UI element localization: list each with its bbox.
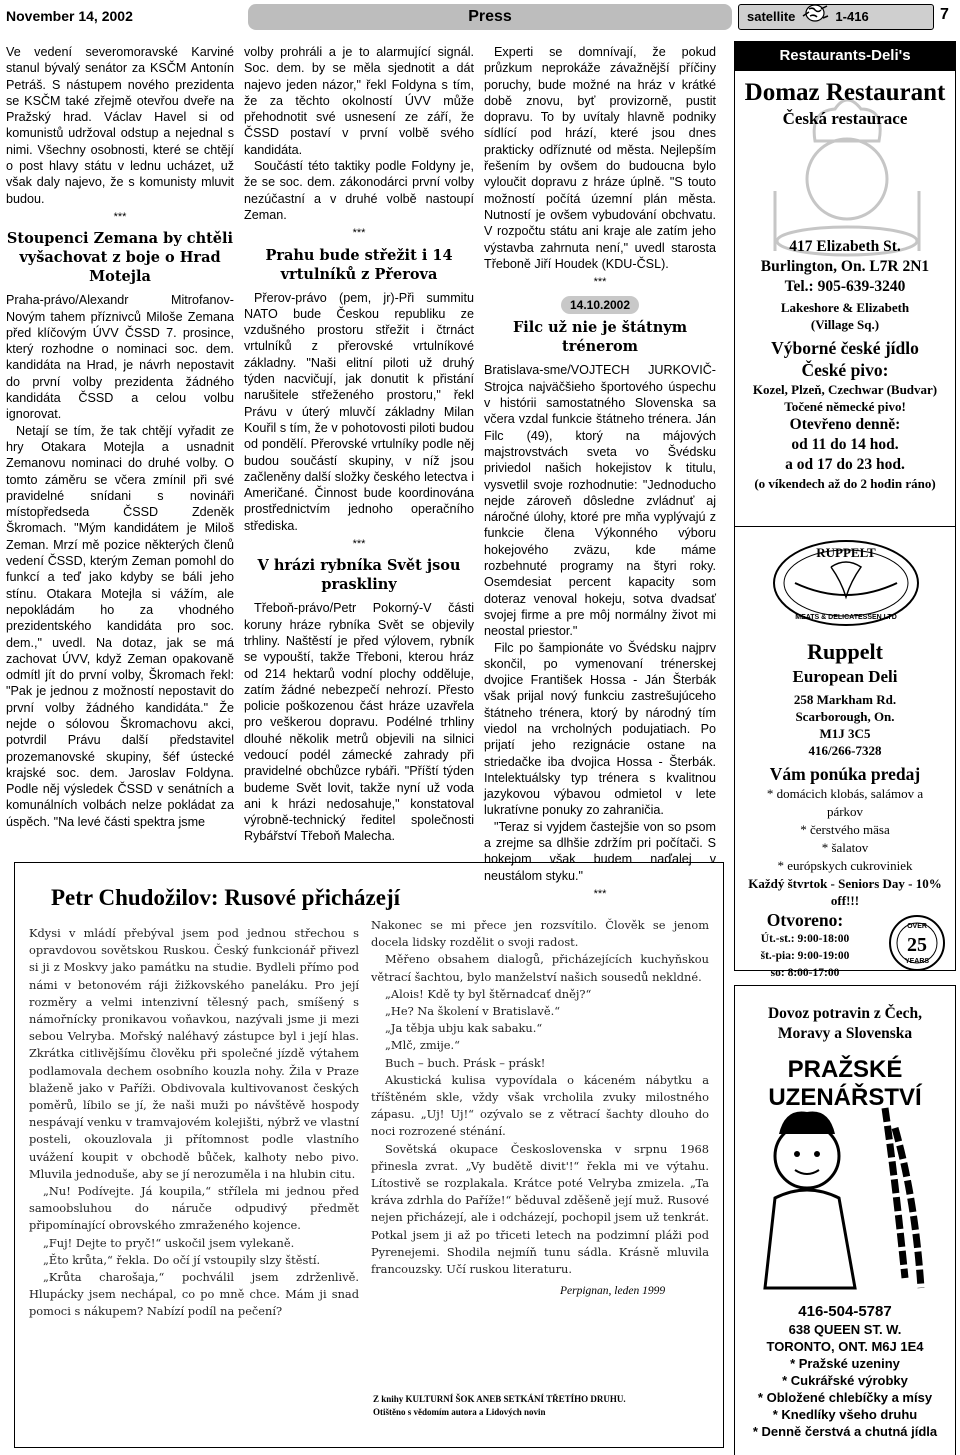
product-item: * Knedlíky všeho druhu xyxy=(772,1407,918,1422)
feature-paragraph: „Krůta charošaja,“ pochválil jsem zdrženlivě. Hlupácky jsem nechápal, co po mně chce. Mám ji snad pomoci s nákupem? Nabízí podíl na pečení? xyxy=(29,1270,359,1319)
shop-name: UZENÁŘSTVÍ xyxy=(768,1084,922,1111)
separator: *** xyxy=(593,887,607,900)
feature-paragraph: Akustická kulisa vypovídala o káceném nábytku a tříštěném skle, vždy však vrcholila zvuky milostného zápasu. „Uj! Uj!“ ozývalo se z větrací šachty dlouho do noci rozrozené sténání. xyxy=(371,1072,709,1139)
tap-beer: Točené německé pivo! xyxy=(784,399,906,414)
feature-paragraph: Sovětská okupace Československa v srpnu 1968 přinesla zvrat. „Vy budětě divit'!“ řekla mi ve výtahu. Lítostivě se rozplakala. Krátce poté Velryba zmizela. „Ta kráva zdrhla do Paříže!“ běduval zděšeně její muž. Rusové nejen přicházejí, ale i odcházejí, pochopil jsem už tenkrát. Potkal jsem ji až po třiceti letech na podzimní pláži pod Pyrenejemi. Shodila nejmíň tunu sádla. Krásně mluvila francouzsky. Učí ruskou literaturu. xyxy=(371,1141,709,1277)
feature-column-right xyxy=(371,917,709,1278)
opening-hours: Út.-st.: 9:00-18:00 xyxy=(760,933,850,945)
globe-icon xyxy=(801,4,829,30)
article-text: volby prohráli a je to alarmující signál. Soc. dem. by se měla sjednotit a dát najevo jeden názor," řekl Foldyna s tím, že za těchto okolností ÚVV může přehodnotit své usnesení ze září, že ČSSD postaví v první volbě svého kandidáta. xyxy=(244,45,474,157)
article-text: Přerov-právo (pem, jr)-Při summitu NATO bude Českou republiku ze vzdušného prostoru střežit i čtrnáct vrtulníků z přerovské vrtulníkové základny. "Naši elitní piloti už druhý týden nacvičují, jak donutit k přistání narušitele střeženého prostoru," řekl Právu v úterý mluvčí základny Milan Kouřil s tím, že v pohotovosti piloti budou od pondělí. Přerovské vrtulníky podle něj budou součástí skupiny, v níž jsou začleněny další složky českého letectva i Američané. Činnost bude koordinována prostřednictvím jednoho operačního střediska. xyxy=(244,290,474,533)
feature-paragraph: „Nu! Podívejte. Já koupila,“ střílela mi jednou před samoobsluhou do náruče odpudivý předmět připomínající obrovského zmraženého kojence. xyxy=(29,1184,359,1233)
ruppelt-logo-text: MEATS & DELICATESSEN LTD xyxy=(795,614,897,621)
deli-name: Ruppelt xyxy=(807,639,883,664)
feature-paragraph: Nakonec se mi přece jen rozsvítilo. Člověk se jenom docela lidsky rozdělit o svoji radost. xyxy=(371,918,709,950)
issue-date: November 14, 2002 xyxy=(6,8,133,24)
offer-item: * európskych cukroviniek xyxy=(777,858,913,873)
shop-name: PRAŽSKÉ xyxy=(787,1056,903,1083)
beer-tagline: České pivo: xyxy=(801,360,889,380)
address-line: 638 QUEEN ST. W. xyxy=(788,1322,902,1337)
weekend-hours: (o víkendech až do 2 hodin ráno) xyxy=(754,476,936,491)
article-headline: V hrázi rybníka Svět jsou praskliny xyxy=(257,557,461,594)
opening-hours: a od 17 do 23 hod. xyxy=(785,456,905,473)
opening-hours: od 11 do 14 hod. xyxy=(791,436,899,453)
opening-hours: so: 8:00-17:00 xyxy=(770,967,840,979)
separator: *** xyxy=(113,210,127,223)
address-line: Scarborough, On. xyxy=(795,709,895,724)
address-line: 258 Markham Rd. xyxy=(793,692,897,707)
page-header xyxy=(0,0,960,36)
offer-item: * čerstvého mäsa xyxy=(800,822,890,837)
feature-credit xyxy=(373,1393,626,1419)
product-item: * Pražské uzeniny xyxy=(790,1356,900,1371)
article-column-1 xyxy=(6,44,234,830)
restaurant-name: Domaz Restaurant xyxy=(744,79,946,106)
badge-text: OVER xyxy=(907,923,927,930)
butcher-illustration-icon xyxy=(745,1098,945,1298)
article-text: Praha-právo/Alexandr Mitrofanov-Novým tahem příznivců Miloše Zemana před klíčovým ÚVV ČSSD 7. prosince, který rozhodne o nominaci soc. dem. kandidáta na Hrad, je návrh nepostavit do první volby prezidenta žádného kandidáta ČSSD a celou volbu ignorovat. xyxy=(6,293,234,422)
ruppelt-ad xyxy=(734,527,956,979)
uzenarstvi-ad xyxy=(734,985,956,1455)
feature-paragraph: „Ja těbja ubju kak sabaku.“ xyxy=(385,1021,543,1036)
article-headline: Filc už nie je štátnym trénerom xyxy=(512,319,688,356)
offer-heading: Vám ponúka predaj xyxy=(769,764,921,784)
feature-paragraph: „He? Na školení v Bratislavě.“ xyxy=(385,1004,561,1019)
feature-paragraph: Měřeno obsahem dialogů, přicházejících kuchyňskou větrací šachtou, bylo manželství našich sousedů nekldné. xyxy=(371,952,709,984)
article-text: Netají se tím, že tak chtějí vyřadit ze hry Otakara Motejla a usnadnit Zemanovu nominaci do druhé volby. O tomto záměru se včera zmínil při své pravidelné snídani s novináři místopředseda ČSSD Zdeněk Škromach. "Mým kandidátem je Miloš Zeman. Mrzí mě pozice některých členů vedení ČSSD, kterým Zeman pomohl do funkcí a teď jako kdyby se báli jeho stínu. Otakara Motejla si vážím, ale nepokládám ho za vhodného prezidentského kandidáta pro soc. dem.," uvedl. Na dotaz, jak se má zachovat ÚVV, když Zeman opakovaně odmítl jít do první volby, Škromach řekl: "Pak je jednou z možností nepostavit do první volby žádného kandidáta." Že nejde o sólovou Škromachovu akci, potvrdil Právu další představitel prozemanovské skupiny, šéf ústecké krajské soc. dem. Jaroslav Foldyna. Podle něj výsledek ČSSD v senátních a komunálních volbách nelze pokládat za úspěch. "Na levé části spektra jsme xyxy=(6,423,234,829)
credit-line: Z knihy KULTURNÍ ŠOK ANEB SETKÁNÍ TŘETÍHO DRUHU. xyxy=(373,1394,626,1404)
deli-subtitle: European Deli xyxy=(792,667,898,686)
phone-number: 416-504-5787 xyxy=(798,1303,892,1320)
ruppelt-logo-text: RUPPELT xyxy=(816,545,876,560)
address-line: TORONTO, ONT. M6J 1E4 xyxy=(766,1339,924,1354)
article-text: Třeboň-právo/Petr Pokorný-V části koruny hráze rybníka Svět se objevily trhliny. Naštěstí je před výlovem, rybník se vypouští, takže Třeboni, kterou hráz od 214 hektarů vodní plochy odděluje, zatím žádné nebezpečí nehrozí. Přesto policie poškozenou část hráze uzavřela pro veškerou dopravu. Podélné trhliny dlouhé několik metrů objevili na silnici vedoucí podél zámecké zahrady při pravidelné obchůzce rybáři. "Příští týden budeme Svět lovit, takže nyní už voda ani k hrázi nedosahuje," konstatoval výrobně-technický ředitel společnosti Rybářství Třeboň Malecha. xyxy=(244,601,474,844)
domaz-ad xyxy=(734,71,956,527)
article-headline: Stoupenci Zemana by chtěli vyšachovat z boje o Hrad Motejla xyxy=(6,230,234,286)
badge-number: 25 xyxy=(907,934,927,956)
article-text: Součástí této taktiky podle Foldyny je, že se soc. dem. zákonodárci první volby nezúčastní a v druhé volbě nastoupí Zeman. xyxy=(244,159,474,222)
separator: *** xyxy=(352,227,366,240)
satellite-box xyxy=(738,4,934,30)
feature-article xyxy=(14,862,724,1448)
address-line: 417 Elizabeth St. xyxy=(789,238,901,255)
article-column-3 xyxy=(484,44,716,904)
credit-line: Otištěno s vědomím autora a Lidových novin xyxy=(373,1407,546,1417)
article-text: Experti se domnívají, že pokud průzkum neprokáže závažnější příčiny poruchy, bude možné na hráz v krátké době znovu, byť provizorně, pustit dopravu. To by uvítaly hlavně podniky sídlící pod hrází, které jsou dnes prakticky odříznuté od města. Nejlepším řešením by ovšem do budoucna bylo vyloučit dopravu z hráze úplně. "S touto možností počítá územní plán města. Nutností je ovšem vybudování obchvatu. V rozpočtu státu ani kraje ale zatím jeho výstavba zahrnuta není," uvedl starosta Třeboně Jiří Houdek (KDU-ČSL). xyxy=(484,45,716,271)
feature-paragraph: „Alois! Kdě ty byl štěrnadcať dněj?“ xyxy=(385,986,592,1001)
feature-column-left xyxy=(29,925,359,1321)
separator: *** xyxy=(352,538,366,551)
restaurant-subtitle: Česká restaurace xyxy=(782,109,908,128)
seniors-day: Každý štvrtok - Seniors Day - 10% off!!! xyxy=(748,876,942,908)
offer-item: * domácich klobás, salámov a párkov xyxy=(766,786,924,819)
article-text: Filc po šampionáte vo Švédsku najprv skončil, po vymenovaní trénerskej dvojice František Hossa - Ján Šterbák však prijal nový funkciu zastrešujúceho štátneho trénera, ktorý by národný tím viedol na vrcholných podujatiach. Po prijatí jeho rezignácie ostane na striedačke iba dvojica Hossa - Šterbák. Intelektuálsky typ trénera s kvalitnou jazykovou výbavou odmietol v lete lukratívne ponuky zo zahraničia. xyxy=(484,640,716,818)
beer-list: Kozel, Plzeň, Czechwar (Budvar) xyxy=(752,382,938,397)
date-badge: 14.10.2002 xyxy=(561,296,639,314)
address-line: Burlington, On. L7R 2N1 xyxy=(760,258,930,275)
location-line: Lakeshore & Elizabeth xyxy=(780,300,910,315)
address-line: M1J 3C5 xyxy=(819,726,871,741)
opening-label: Otvoreno: xyxy=(766,910,844,930)
feature-signature: Perpignan, leden 1999 xyxy=(560,1285,666,1297)
article-text: Bratislava-sme/VOJTECH JURKOVIČ-Strojca najväčšieho športového úspechu v histórii samostatného Slovenska sa včera vzdal funkcie štátneho trénera. Ján Filc (49), ktorý na májových majstrovstvách sveta vo Švédsku priviedol našich hokejistov k titulu, vysvetlil svoje rozhodnutie: "Jednoducho nejde zároveň dôsledne zvládnuť aj náročné úlohy, ktoré pre mňa vyplývajú z funkcie člena Výkonného výboru hokejového zväzu, kde máme rozbehnuté programy na štyri roky. Osemdesiat percent kapacity som doteraz venoval hokeju, sotva dvadsať svojej firme a pre môj normálny život mi neostal priestor." xyxy=(484,363,716,639)
feature-paragraph: Buch – buch. Prásk – prásk! xyxy=(385,1055,546,1070)
satellite-label: satellite xyxy=(747,9,796,24)
food-tagline: Výborné české jídlo xyxy=(771,338,919,358)
location-line: (Village Sq.) xyxy=(810,317,880,332)
import-line: Dovoz potravin z Čech, xyxy=(767,1005,923,1022)
satellite-number: 1-416 xyxy=(835,9,869,24)
sidebar-heading: Restaurants-Deli's xyxy=(734,41,956,71)
article-column-2 xyxy=(244,44,474,845)
product-item: * Cukrářské výrobky xyxy=(782,1373,908,1388)
phone-number: 416/266-7328 xyxy=(808,743,882,758)
opening-label: Otevřeno denně: xyxy=(789,416,901,433)
product-item: * Obložené chlebíčky a mísy xyxy=(757,1390,933,1405)
phone-number: Tel.: 905-639-3240 xyxy=(784,278,906,295)
separator: *** xyxy=(593,276,607,289)
article-text: "Teraz si vyjdem častejšie von so psom a zrejme sa dlhšie zdržím pri počítači. S hokejom však budem naďalej v neustálom styku." xyxy=(484,819,716,883)
opening-hours: št.-pia: 9:00-19:00 xyxy=(760,950,850,962)
section-title: Press xyxy=(248,4,732,30)
ads-sidebar xyxy=(734,41,956,1455)
over-25-years-badge-icon xyxy=(887,913,947,973)
product-item: * Denně čerstvá a chutná jídla xyxy=(752,1424,938,1439)
offer-item: * šalatov xyxy=(821,840,869,855)
feature-paragraph: „Fuj! Dejte to pryč!“ uskočil jsem vylekaně. xyxy=(43,1235,295,1250)
feature-paragraph: „Ěto krůta,“ řekla. Do očí jí vstoupily slzy štěstí. xyxy=(43,1252,321,1267)
feature-paragraph: „Mlč, zmije.“ xyxy=(385,1038,460,1053)
feature-headline: Petr Chudožilov: Rusové přicházejí xyxy=(51,885,401,910)
page-number: 7 xyxy=(940,6,949,23)
article-headline: Prahu bude střežit i 14 vrtulníků z Přerova xyxy=(265,246,453,283)
import-line: Moravy a Slovenska xyxy=(777,1025,913,1042)
badge-text: YEARS xyxy=(904,958,930,965)
feature-paragraph: Kdysi v mládí přebýval jsem pod jednou střechou s opravdovou sovětskou Ruskou. Český funkcionář přivezl si ji z Moskvy jako památku na studie. Bydleli přímo pod námi v betonovém ráji žižkovského paneláku. Pro její rozměry a velmi intenzivní tělesný pach, smíšený s námořnícky pronikavou voňavkou, nazývali jsme ji mezi sebou Velryba. Mořský naléhavý zástupce byl i její hlas. Zkrátka citlivějšímu člověku při společné jízdě výtahem podlamovala dechem osobního kouzla nohy. Žila v Praze blaženě jako v Paříži. Obdivovala kultivovanost českých poměrů, líbilo se jí, že naši muži po návštěvě hospody nespávají venku v tramvajovém kolejišti, nýbrž ve vlastní posteli, okouzlovala ji přítomnost podle vlastního uvážení koupit v obchodě bůček, kalhoty nebo pivo. Mluvila jednoduše, aby se jí nerozuměla i na hlubin citu. xyxy=(29,926,359,1181)
article-text: Ve vedení severomoravské Karviné stanul bývalý senátor za KSČM Antonín Petráš. S nástupem nového prezidenta se KSČM také zřejmě otevřou dveře na Pražský hrad. Václav Havel si od komunistů udržoval odstup a nejednal s nimi. Všechny osobnosti, které se chtějí o post hlavy státu v lednu ucházet, už však daly najevo, že s komunisty mluvit budou. xyxy=(6,45,234,206)
